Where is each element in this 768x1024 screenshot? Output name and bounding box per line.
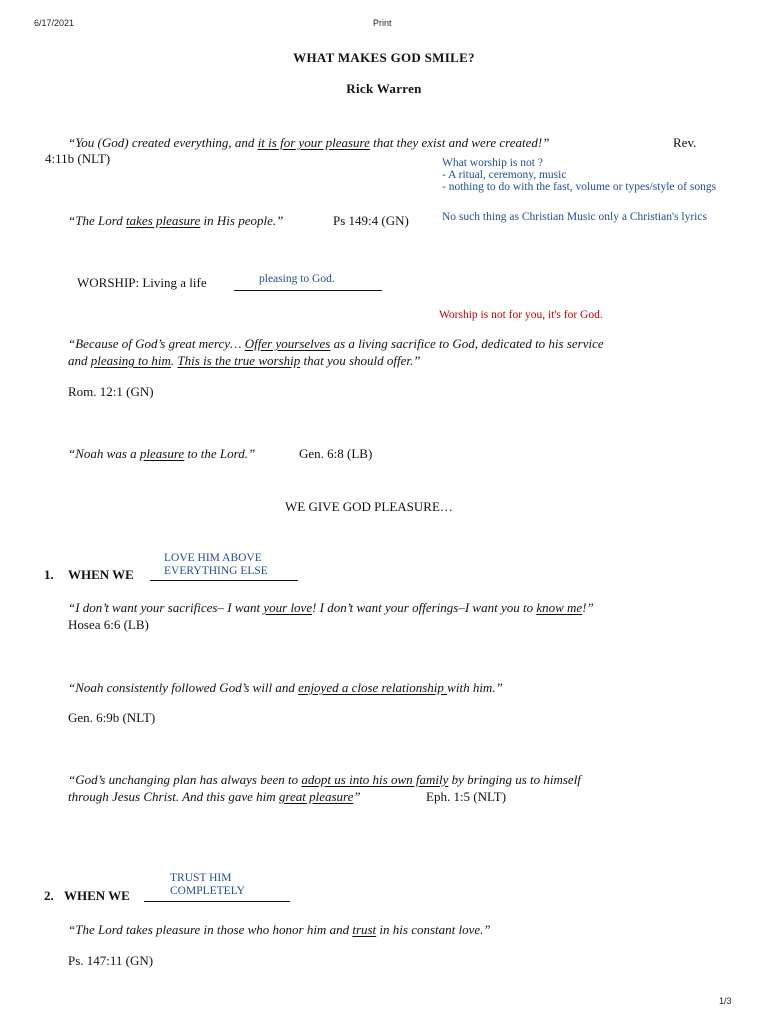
point-1-answer-line1: LOVE HIM ABOVE xyxy=(164,552,262,564)
verse-ref: Ps 149:4 (GN) xyxy=(333,213,409,228)
verse-eph-1-5-line1 xyxy=(68,771,581,789)
verse-text: that they exist and were created!” xyxy=(369,135,550,150)
verse-underline: takes pleasure xyxy=(126,213,201,228)
verse-text: by bringing us to himself xyxy=(448,772,581,787)
verse-rev-4-11 xyxy=(68,134,549,152)
verse-rom-12-1-line2 xyxy=(68,352,420,370)
annotation-line: - nothing to do with the fast, volume or types/style of songs xyxy=(442,181,717,193)
verse-underline: great pleasure xyxy=(278,789,354,804)
verse-text: . xyxy=(170,353,178,368)
document-author: Rick Warren xyxy=(346,81,422,96)
verse-ref: Rom. 12:1 (GN) xyxy=(68,384,154,399)
document-title: WHAT MAKES GOD SMILE? xyxy=(293,50,475,65)
verse-text: “You (God) created everything, and xyxy=(68,135,258,150)
print-title: Print xyxy=(373,18,392,28)
worship-definition-label: WORSHIP: Living a life xyxy=(77,275,207,290)
section-heading: WE GIVE GOD PLEASURE… xyxy=(285,499,453,514)
verse-ref: Ps. 147:11 (GN) xyxy=(68,953,154,968)
verse-underline: it is for your pleasure xyxy=(257,135,370,150)
point-2-answer-line2: COMPLETELY xyxy=(170,885,245,897)
verse-ref: Gen. 6:8 (LB) xyxy=(299,446,373,461)
verse-gen-6-9 xyxy=(68,679,503,697)
verse-underline: your love xyxy=(263,600,313,615)
point-2-answer-line1: TRUST HIM xyxy=(170,872,232,884)
verse-rom-12-1-line1 xyxy=(68,335,604,353)
verse-underline: Offer yourselves xyxy=(244,336,331,351)
verse-text: as a living sacrifice to God, dedicated to his service xyxy=(330,336,604,351)
point-2-label: WHEN WE xyxy=(64,888,130,903)
verse-ref: Hosea 6:6 (LB) xyxy=(68,617,149,632)
verse-text: to the Lord.” xyxy=(184,446,256,461)
verse-text: in His people.” xyxy=(200,213,284,228)
verse-ref: 4:11b (NLT) xyxy=(45,151,111,166)
verse-text: “I don’t want your sacrifices– I want xyxy=(68,600,264,615)
verse-text: with him.” xyxy=(447,680,503,695)
worship-fill-answer: pleasing to God. xyxy=(259,273,335,285)
annotation-line: What worship is not ? xyxy=(442,157,543,169)
verse-hosea-6-6 xyxy=(68,599,594,617)
page-number: 1/3 xyxy=(719,996,732,1006)
point-2-number: 2. xyxy=(44,888,54,903)
verse-text: ” xyxy=(353,789,361,804)
annotation-worship-not xyxy=(442,157,716,193)
verse-text: “God’s unchanging plan has always been to xyxy=(68,772,302,787)
annotation-red: Worship is not for you, it's for God. xyxy=(439,309,603,321)
point-1-answer-line2: EVERYTHING ELSE xyxy=(164,565,268,577)
verse-ps-147-11 xyxy=(68,921,491,939)
point-1-number: 1. xyxy=(44,567,54,582)
verse-text: in his constant love.” xyxy=(376,922,491,937)
verse-text: “Noah was a xyxy=(68,446,140,461)
verse-underline: pleasing to him xyxy=(90,353,171,368)
verse-text: ! I don’t want your offerings–I want you to xyxy=(312,600,537,615)
annotation-music: No such thing as Christian Music only a Christian's lyrics xyxy=(442,211,707,223)
verse-text: !” xyxy=(582,600,594,615)
verse-underline: This is the true worship xyxy=(177,353,301,368)
verse-ref: Gen. 6:9b (NLT) xyxy=(68,710,156,725)
verse-text: and xyxy=(68,353,91,368)
verse-text: that you should offer.” xyxy=(300,353,421,368)
verse-gen-6-8 xyxy=(68,445,255,463)
verse-text: “The Lord takes pleasure in those who honor him and xyxy=(68,922,353,937)
verse-underline: know me xyxy=(536,600,583,615)
verse-ps-149-4 xyxy=(68,212,283,230)
verse-underline: pleasure xyxy=(139,446,185,461)
verse-underline: adopt us into his own family xyxy=(301,772,449,787)
verse-ref: Rev. xyxy=(673,135,697,150)
annotation-line: - A ritual, ceremony, music xyxy=(442,169,567,181)
verse-text: “Noah consistently followed God’s will and xyxy=(68,680,299,695)
verse-text: through Jesus Christ. And this gave him xyxy=(68,789,279,804)
point-1-label: WHEN WE xyxy=(68,567,134,582)
verse-underline: trust xyxy=(352,922,377,937)
verse-eph-1-5-line2 xyxy=(68,788,361,806)
verse-text: “Because of God’s great mercy… xyxy=(68,336,245,351)
verse-text: “The Lord xyxy=(68,213,127,228)
print-date: 6/17/2021 xyxy=(34,18,75,28)
verse-ref: Eph. 1:5 (NLT) xyxy=(426,789,507,804)
verse-underline: enjoyed a close relationship xyxy=(298,680,448,695)
